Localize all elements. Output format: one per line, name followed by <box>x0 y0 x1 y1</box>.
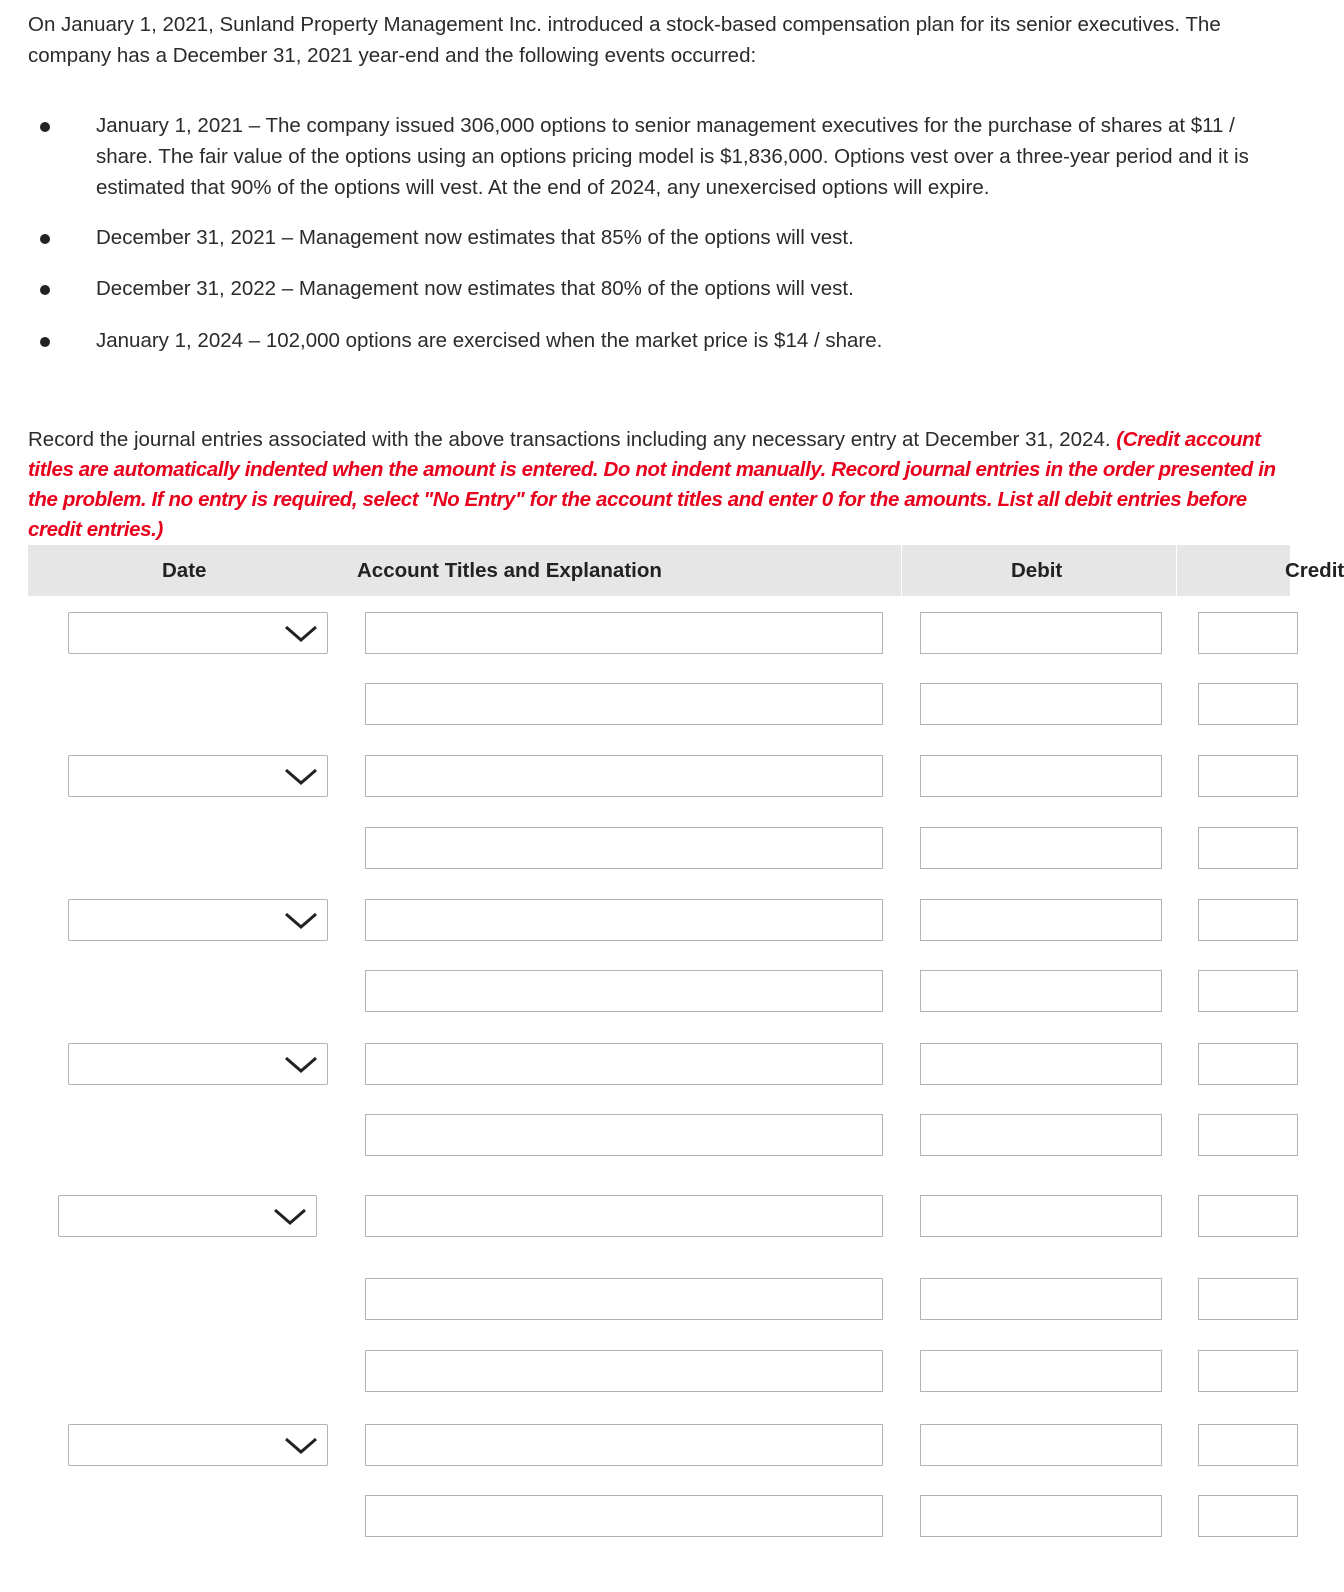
event-text: January 1, 2021 – The company issued 306,000 options to senior management executives for the purchase of shares at $11 / share. The fair value of the options using an options pricing model is $1,836,000. Options vest over a three-year period and it is estimated that 90% of the options will vest. At the end of 2024, any unexercised options will expire. <box>96 114 1249 199</box>
credit-input[interactable] <box>1198 1114 1298 1156</box>
event-text: January 1, 2024 – 102,000 options are exercised when the market price is $14 / share. <box>96 329 883 352</box>
instruction-note: (Credit account titles are automatically indented when the amount is entered. Do not indent manually. Record journal entries in the order presented in the problem. If no entry is required, select "No Entry" for the account titles and enter 0 for the amounts. List all debit entries before credit entries.) <box>28 428 1276 541</box>
debit-input[interactable] <box>920 1424 1162 1466</box>
account-title-input[interactable] <box>365 1114 883 1156</box>
date-select[interactable] <box>68 755 328 797</box>
credit-input[interactable] <box>1198 827 1298 869</box>
chevron-down-icon <box>283 1055 319 1075</box>
credit-input[interactable] <box>1198 1495 1298 1537</box>
account-title-input[interactable] <box>365 1043 883 1085</box>
chevron-down-icon <box>272 1207 308 1227</box>
credit-header: Credit <box>1285 559 1344 582</box>
credit-input[interactable] <box>1198 1195 1298 1237</box>
account-title-input[interactable] <box>365 612 883 654</box>
account-title-input[interactable] <box>365 1278 883 1320</box>
account-title-input[interactable] <box>365 1195 883 1237</box>
debit-input[interactable] <box>920 1350 1162 1392</box>
debit-input[interactable] <box>920 970 1162 1012</box>
date-select[interactable] <box>58 1195 317 1237</box>
account-title-input[interactable] <box>365 827 883 869</box>
account-title-input[interactable] <box>365 683 883 725</box>
chevron-down-icon <box>283 911 319 931</box>
bullet-dot-icon <box>40 285 50 295</box>
account-title-input[interactable] <box>365 1424 883 1466</box>
account-header: Account Titles and Explanation <box>357 559 662 582</box>
credit-input[interactable] <box>1198 1350 1298 1392</box>
account-title-input[interactable] <box>365 755 883 797</box>
account-title-input[interactable] <box>365 1350 883 1392</box>
debit-input[interactable] <box>920 1195 1162 1237</box>
date-select[interactable] <box>68 1424 328 1466</box>
account-title-input[interactable] <box>365 1495 883 1537</box>
bullet-dot-icon <box>40 122 50 132</box>
debit-input[interactable] <box>920 899 1162 941</box>
credit-input[interactable] <box>1198 899 1298 941</box>
instruction-text: Record the journal entries associated with the above transactions including any necessary entry at December 31, 2024. <box>28 428 1111 451</box>
date-header: Date <box>162 559 207 582</box>
credit-input[interactable] <box>1198 1278 1298 1320</box>
instructions <box>28 425 1290 545</box>
chevron-down-icon <box>283 767 319 787</box>
header-divider <box>901 545 902 596</box>
date-select[interactable] <box>68 899 328 941</box>
bullet-dot-icon <box>40 234 50 244</box>
chevron-down-icon <box>283 624 319 644</box>
event-text: December 31, 2021 – Management now estimates that 85% of the options will vest. <box>96 226 854 249</box>
credit-input[interactable] <box>1198 683 1298 725</box>
debit-input[interactable] <box>920 1114 1162 1156</box>
credit-input[interactable] <box>1198 1043 1298 1085</box>
debit-input[interactable] <box>920 1495 1162 1537</box>
debit-input[interactable] <box>920 755 1162 797</box>
debit-input[interactable] <box>920 827 1162 869</box>
date-select[interactable] <box>68 1043 328 1085</box>
problem-intro: On January 1, 2021, Sunland Property Management Inc. introduced a stock-based compensation plan for its senior executives. The company has a December 31, 2021 year-end and the following events occurred: <box>28 13 1221 67</box>
credit-input[interactable] <box>1198 612 1298 654</box>
debit-input[interactable] <box>920 683 1162 725</box>
debit-header: Debit <box>1011 559 1063 582</box>
bullet-dot-icon <box>40 337 50 347</box>
debit-input[interactable] <box>920 1043 1162 1085</box>
debit-input[interactable] <box>920 612 1162 654</box>
header-divider <box>1176 545 1177 596</box>
chevron-down-icon <box>283 1436 319 1456</box>
account-title-input[interactable] <box>365 970 883 1012</box>
table-header <box>28 545 1344 596</box>
account-title-input[interactable] <box>365 899 883 941</box>
credit-input[interactable] <box>1198 970 1298 1012</box>
credit-input[interactable] <box>1198 755 1298 797</box>
date-select[interactable] <box>68 612 328 654</box>
debit-input[interactable] <box>920 1278 1162 1320</box>
event-text: December 31, 2022 – Management now estimates that 80% of the options will vest. <box>96 277 854 300</box>
credit-input[interactable] <box>1198 1424 1298 1466</box>
